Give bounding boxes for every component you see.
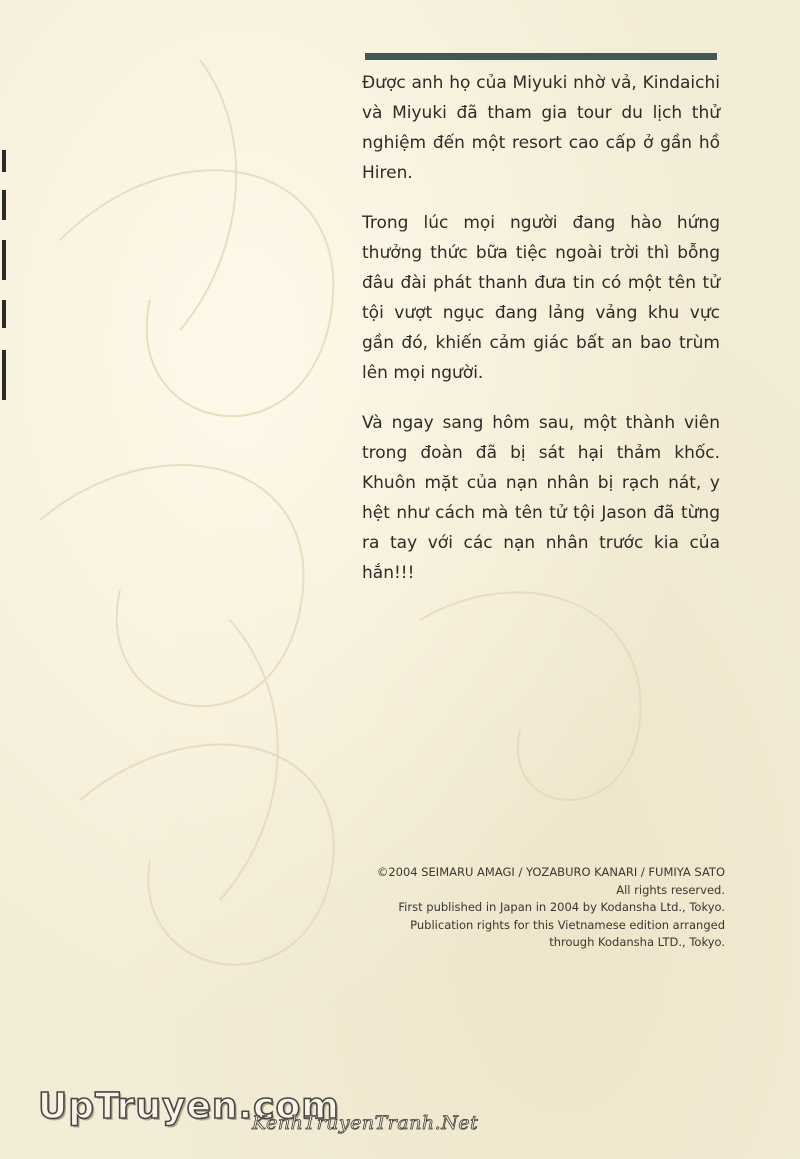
uptruyen-watermark: UpTruyen.com [38, 1086, 340, 1127]
copyright-notice [325, 864, 725, 952]
publication-line: First published in Japan in 2004 by Kodansha Ltd., Tokyo. [398, 900, 725, 915]
kenhtruyentranh-watermark: KenhTruyenTranh.Net [252, 1112, 479, 1134]
binding-marks [0, 150, 10, 410]
rights-line: All rights reserved. [616, 882, 725, 897]
top-rule [365, 53, 717, 60]
edition-line: Publication rights for this Vietnamese edition arranged [410, 917, 725, 932]
synopsis-blurb [362, 68, 720, 608]
synopsis-paragraph-1: Được anh họ của Miyuki nhờ vả, Kindaichi và Miyuki đã tham gia tour du lịch thử nghiệm đến một resort cao cấp ở gần hồ Hiren. [362, 73, 720, 183]
copyright-line: ©2004 SEIMARU AMAGI / YOZABURO KANARI / FUMIYA SATO [376, 865, 725, 879]
arrangement-line: through Kodansha LTD., Tokyo. [549, 935, 725, 950]
synopsis-paragraph-3: Và ngay sang hôm sau, một thành viên trong đoàn đã bị sát hại thảm khốc. Khuôn mặt của nạn nhân bị rạch nát, y hệt như cách mà tên tử tội Jason đã từng ra tay với các nạn nhân trước kia của hắn!!! [362, 413, 720, 583]
synopsis-paragraph-2: Trong lúc mọi người đang hào hứng thưởng thức bữa tiệc ngoài trời thì bỗng đâu đài phát thanh đưa tin có một tên tử tội vượt ngục đang lảng vảng khu vực gần đó, khiến cảm giác bất an bao trùm lên mọi người. [362, 213, 720, 383]
